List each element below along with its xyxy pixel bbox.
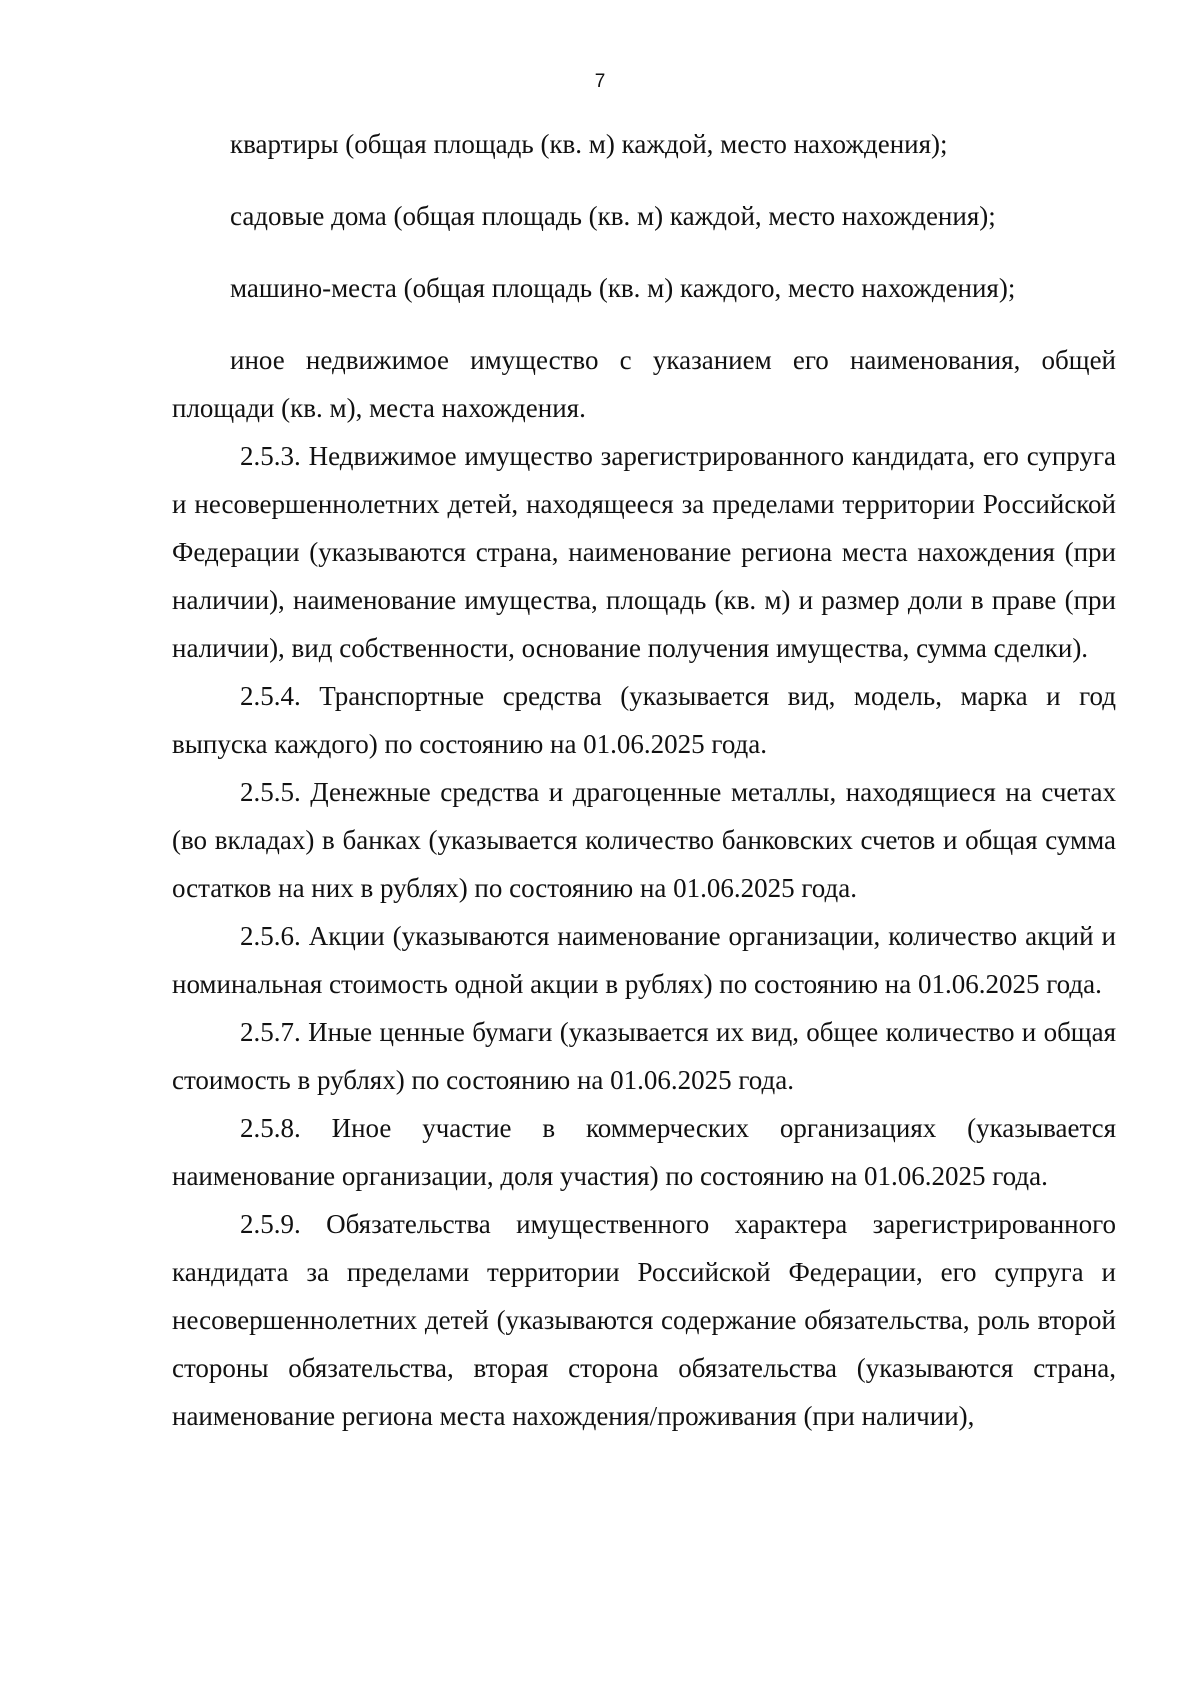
- paragraph-parking-spaces: машино-места (общая площадь (кв. м) каждого, место нахождения);: [230, 273, 1016, 303]
- document-body: [172, 120, 1116, 1440]
- paragraph-garden-houses: садовые дома (общая площадь (кв. м) каждой, место нахождения);: [230, 201, 996, 231]
- paragraph-2-5-7: 2.5.7. Иные ценные бумаги (указывается их вид, общее количество и общая стоимость в рублях) по состоянию на 01.06.2025 года.: [172, 1017, 1116, 1095]
- paragraph-other-real-estate: иное недвижимое имущество с указанием его наименования, общей площади (кв. м), места нахождения.: [172, 345, 1116, 423]
- paragraph-2-5-8: 2.5.8. Иное участие в коммерческих организациях (указывается наименование организации, доля участия) по состоянию на 01.06.2025 года.: [172, 1113, 1116, 1191]
- paragraph-2-5-5: 2.5.5. Денежные средства и драгоценные металлы, находящиеся на счетах (во вкладах) в банках (указывается количество банковских счетов и общая сумма остатков на них в рублях) по состоянию на 01.06.2025 года.: [172, 777, 1116, 903]
- paragraph-apartments: квартиры (общая площадь (кв. м) каждой, место нахождения);: [230, 129, 948, 159]
- page-number: 7: [594, 71, 606, 92]
- paragraph-2-5-3: 2.5.3. Недвижимое имущество зарегистрированного кандидата, его супруга и несовершеннолетних детей, находящееся за пределами территории Российской Федерации (указываются страна, наименование региона места нахождения (при наличии), наименование имущества, площадь (кв. м) и размер доли в праве (при наличии), вид собственности, основание получения имущества, сумма сделки).: [172, 441, 1116, 663]
- paragraph-2-5-4: 2.5.4. Транспортные средства (указывается вид, модель, марка и год выпуска каждого) по состоянию на 01.06.2025 года.: [172, 681, 1116, 759]
- paragraph-2-5-9: 2.5.9. Обязательства имущественного характера зарегистрированного кандидата за пределами территории Российской Федерации, его супруга и несовершеннолетних детей (указываются содержание обязательства, роль второй стороны обязательства, вторая сторона обязательства (указываются страна, наименование региона места нахождения/проживания (при наличии),: [172, 1209, 1116, 1431]
- paragraph-2-5-6: 2.5.6. Акции (указываются наименование организации, количество акций и номинальная стоимость одной акции в рублях) по состоянию на 01.06.2025 года.: [172, 921, 1116, 999]
